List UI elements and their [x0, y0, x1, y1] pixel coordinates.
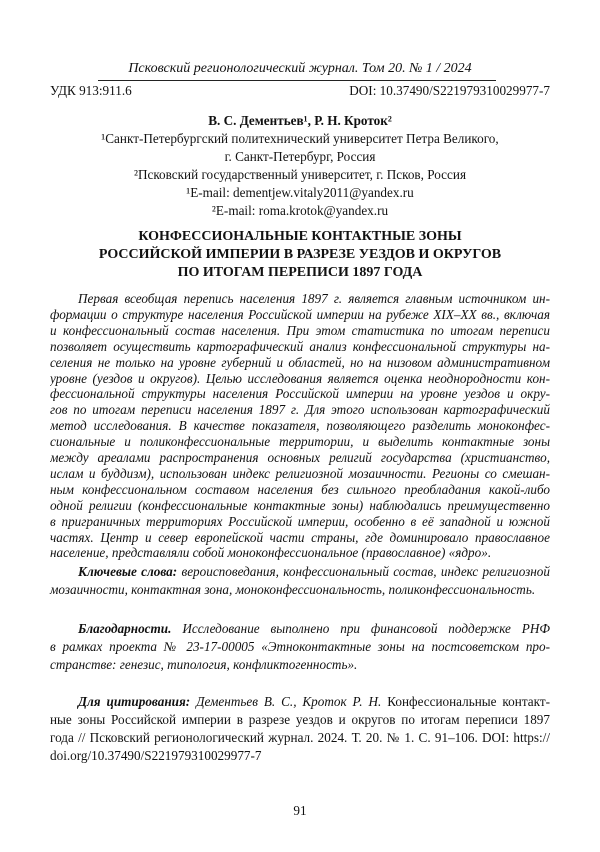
citation-text: Конфессиональные контакт- — [381, 694, 550, 709]
acknowledgments-text: в рамках проекта № 23-17-00005 «Этноконтактные зоны на постсоветском про- — [50, 638, 550, 656]
citation-text: года // Псковский регионологический журнал. 2024. Т. 20. № 1. С. 91–106. DOI: https:// — [50, 729, 550, 747]
keywords — [50, 563, 550, 581]
affiliation: ²Псковский государственный университет, г. Псков, Россия — [50, 166, 550, 184]
abstract-line: сиональные и поликонфессиональные территории, и выделить контактные зоны — [50, 433, 550, 451]
abstract-line: ислам и буддизм), использован индекс религиозной мозаичности. Регионы со смешан- — [50, 465, 550, 483]
affiliation: г. Санкт-Петербург, Россия — [50, 148, 550, 166]
email: ²E-mail: roma.krotok@yandex.ru — [50, 202, 550, 220]
citation-authors: Дементьев В. С., Кроток Р. Н. — [190, 694, 381, 709]
authors: В. С. Дементьев¹, Р. Н. Кроток² — [50, 112, 550, 130]
article-title: КОНФЕССИОНАЛЬНЫЕ КОНТАКТНЫЕ ЗОНЫ — [50, 228, 550, 246]
header-rule — [98, 80, 496, 81]
citation-label: Для цитирования: — [78, 694, 190, 709]
article-title: ПО ИТОГАМ ПЕРЕПИСИ 1897 ГОДА — [50, 264, 550, 282]
keywords-label: Ключевые слова: — [78, 564, 177, 579]
abstract-line: метод исследования. В качестве показателя, позволяющего разделить моноконфес- — [50, 417, 550, 435]
article-title: РОССИЙСКОЙ ИМПЕРИИ В РАЗРЕЗЕ УЕЗДОВ И ОКРУГОВ — [50, 246, 550, 264]
abstract-line: позволяет осуществить картографический анализ конфессиональной структуры на- — [50, 338, 550, 356]
acknowledgments-text: Исследование выполнено при финансовой поддержке РНФ — [171, 621, 550, 636]
abstract-line: между ареалами распространения основных религий государства (христианство, — [50, 449, 550, 467]
abstract-line: население, представляли собой моноконфессиональное (православное) «ядро». — [50, 544, 550, 562]
citation — [50, 693, 550, 711]
abstract-line: и конфессиональный состав населения. При этом статистика по итогам переписи — [50, 322, 550, 340]
affiliation: ¹Санкт-Петербургский политехнический университет Петра Великого, — [50, 130, 550, 148]
email: ¹E-mail: dementjew.vitaly2011@yandex.ru — [50, 184, 550, 202]
abstract-line: гов по итогам переписи населения 1897 г. Для этого использован картографический — [50, 401, 550, 419]
doi: DOI: 10.37490/S221979310029977-7 — [50, 82, 550, 100]
page-number: 91 — [50, 802, 550, 820]
udk: УДК 913:911.6 — [50, 82, 550, 100]
abstract-line: селения не только на уровне губерний и областей, но на низовом административном — [50, 354, 550, 372]
abstract-line: уровне (уездов и округов). Целью исследования является оценка неоднородности кон- — [50, 370, 550, 388]
abstract-line: Первая всеобщая перепись населения 1897 г. является главным источником ин- — [50, 290, 550, 308]
abstract-line: ным конфессиональном составом населения без сильного преобладания какой-либо — [50, 481, 550, 499]
abstract-line: в приграничных территориях Российской империи, особенно в её западной и южной — [50, 513, 550, 531]
acknowledgments — [50, 620, 550, 638]
citation-doi-link[interactable]: doi.org/10.37490/S221979310029977-7 — [50, 747, 550, 765]
abstract-line: фессиональной структуры населения Российской империи на уровне уездов и окру- — [50, 385, 550, 403]
keywords-text: вероисповедания, конфессиональный состав, индекс религиозной — [177, 564, 550, 579]
abstract-line: частях. Центр и север европейской части страны, где доминировало православное — [50, 529, 550, 547]
citation-text: ные зоны Российской империи в разрезе уездов и округов по итогам переписи 1897 — [50, 711, 550, 729]
abstract-line: одной религии (конфессиональные контактные зоны) наблюдались преимущественно — [50, 497, 550, 515]
abstract-line: формации о структуре населения Российской империи на рубеже XIX–XX вв., включая — [50, 306, 550, 324]
journal-header: Псковский регионологический журнал. Том 20. № 1 / 2024 — [50, 60, 550, 78]
keywords-text: мозаичности, контактная зона, моноконфессиональность, поликонфессиональность. — [50, 581, 550, 599]
acknowledgments-label: Благодарности. — [78, 621, 171, 636]
acknowledgments-text: странстве: генезис, типология, конфликтогенность». — [50, 656, 550, 674]
